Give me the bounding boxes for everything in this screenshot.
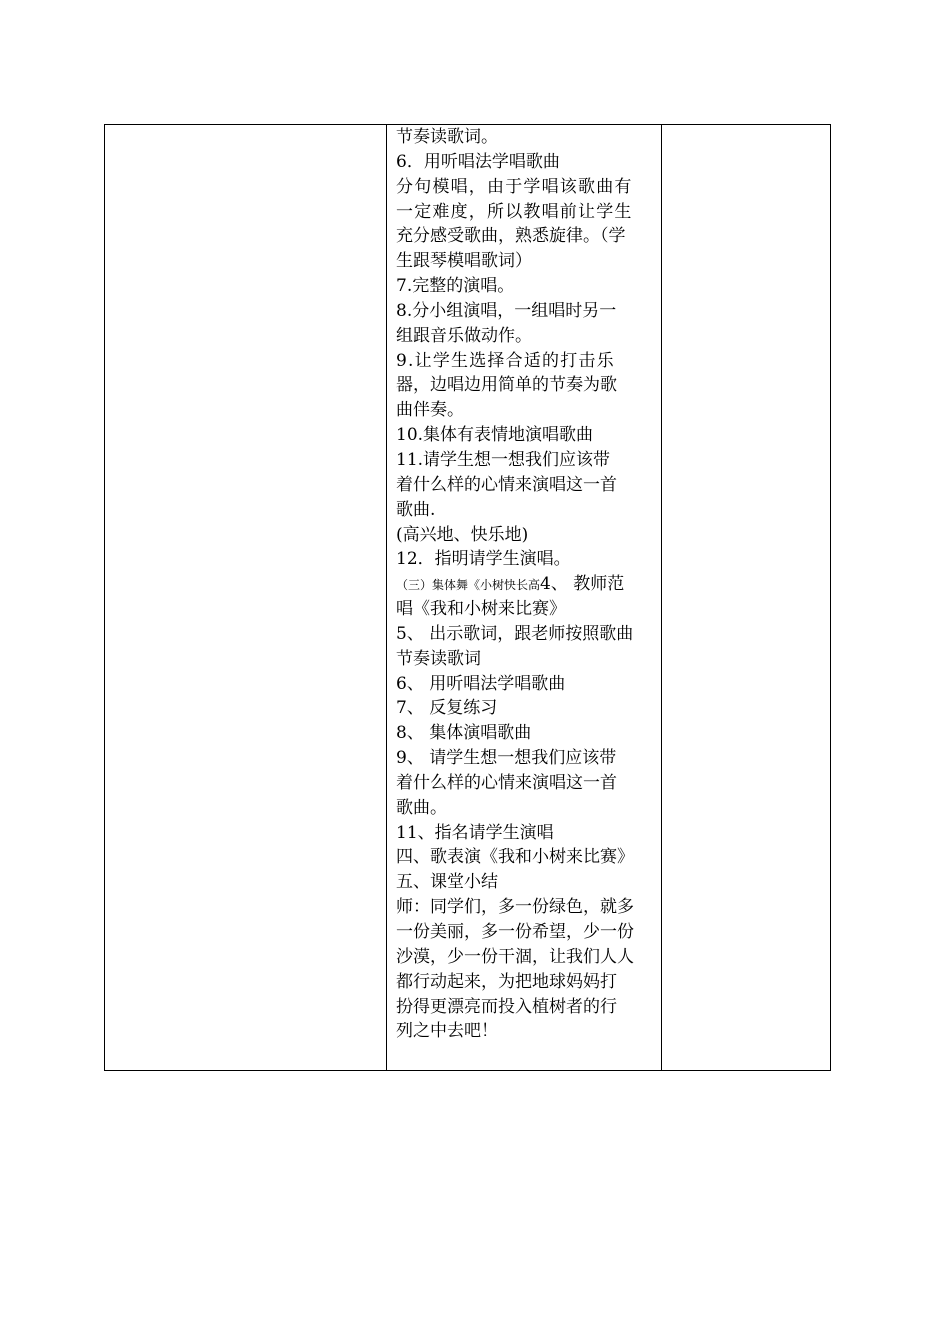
text-line: 6．用听唱法学唱歌曲 [396, 151, 560, 172]
text-line: 分句模唱，由于学唱该歌曲有 [396, 176, 633, 197]
text-line: 7.完整的演唱。 [396, 276, 515, 297]
text-line: 歌曲。 [396, 797, 447, 818]
text-line: 生跟琴模唱歌词） [396, 251, 532, 272]
text-line: 一定难度，所以教唱前让学生 [396, 201, 633, 222]
text-line: 5、 出示歌词，跟老师按照歌曲 [396, 623, 634, 644]
text-line: 组跟音乐做动作。 [396, 325, 532, 346]
table-column-left [105, 125, 387, 1070]
lesson-steps-text [396, 125, 655, 1044]
text-line: 7、 反复练习 [396, 698, 498, 719]
text-line: 9.让学生选择合适的打击乐 [396, 350, 615, 371]
text-line: 器，边唱边用简单的节奏为歌 [396, 375, 617, 396]
text-line: 8.分小组演唱，一组唱时另一 [396, 300, 617, 321]
text-line: 11.请学生想一想我们应该带 [396, 449, 611, 470]
text-line: 五、课堂小结 [396, 872, 498, 893]
text-line: 沙漠，少一份干涸，让我们人人 [396, 946, 634, 967]
text-line: 一份美丽，多一份希望，少一份 [396, 922, 634, 942]
table-column-right [662, 125, 830, 1070]
text-line: 列之中去吧！ [396, 1021, 498, 1042]
text-line: 8、 集体演唱歌曲 [396, 723, 532, 744]
text-line: 节奏读歌词 [396, 648, 481, 669]
table-column-middle [387, 125, 662, 1070]
text-line: 唱《我和小树来比赛》 [396, 599, 566, 620]
text-line: 节奏读歌词。 [396, 127, 498, 147]
text-line: 歌曲. [396, 499, 436, 520]
text-line: 12．指明请学生演唱。 [396, 549, 571, 570]
text-line: 扮得更漂亮而投入植树者的行 [396, 996, 617, 1017]
text-line: 6、 用听唱法学唱歌曲 [396, 673, 566, 694]
text-line: 师：同学们，多一份绿色，就多 [396, 897, 634, 918]
text-line: 9、 请学生想一想我们应该带 [396, 748, 617, 769]
text-line: (高兴地、快乐地) [396, 524, 529, 545]
section-heading-small: （三）集体舞《小树快长高 [396, 578, 541, 593]
mixed-size-line [396, 572, 655, 597]
text-line: 四、歌表演《我和小树来比赛》 [396, 847, 634, 868]
text-line: 着什么样的心情来演唱这一首 [396, 474, 617, 495]
text-line: 11、指名请学生演唱 [396, 822, 554, 843]
text-line: 10.集体有表情地演唱歌曲 [396, 425, 594, 446]
text-line: 曲伴奏。 [396, 400, 464, 421]
text-line: 着什么样的心情来演唱这一首 [396, 772, 617, 793]
text-line: 都行动起来，为把地球妈妈打 [396, 971, 617, 992]
text-line: 充分感受歌曲，熟悉旋律。（学 [396, 226, 626, 247]
step-4-text: 4、 教师范 [540, 574, 625, 595]
lesson-plan-table [104, 124, 831, 1071]
